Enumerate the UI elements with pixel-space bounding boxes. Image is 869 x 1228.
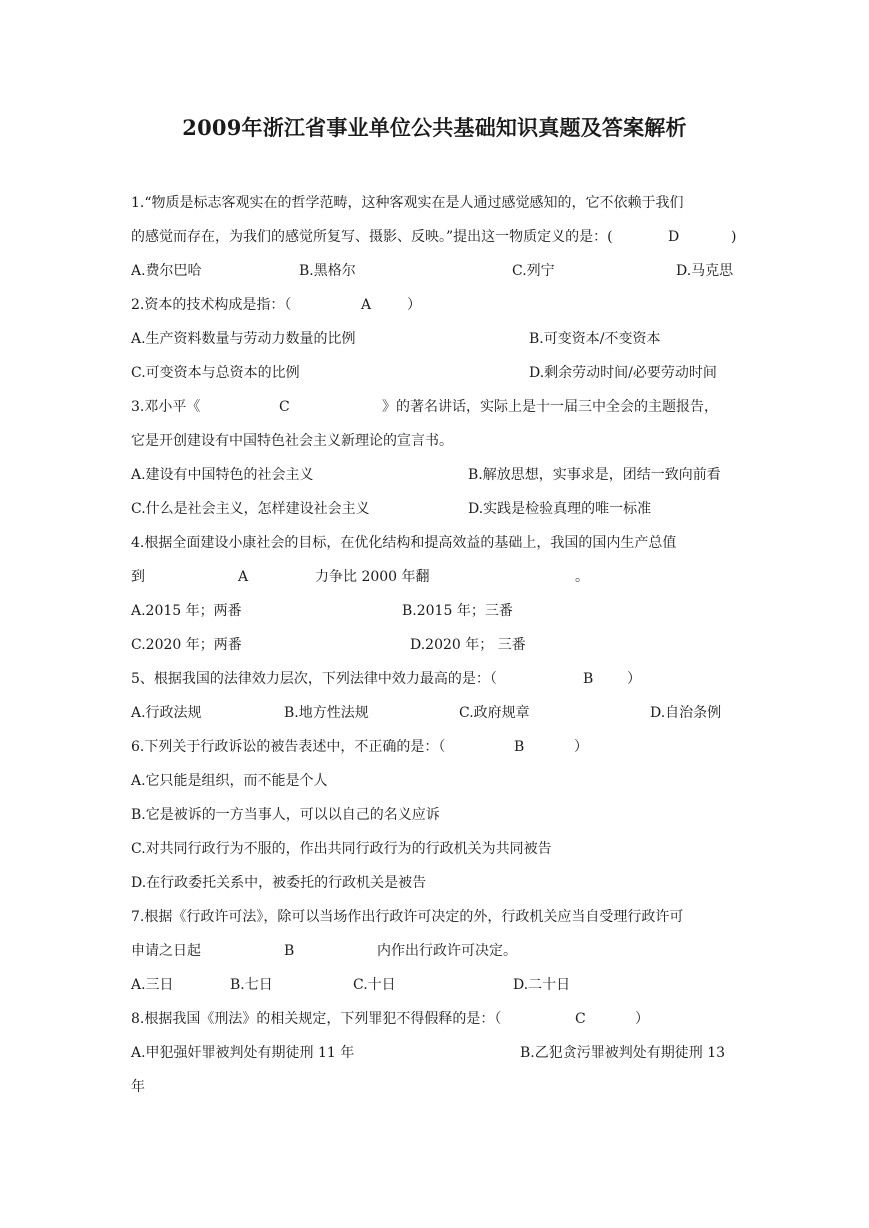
- question-5: [131, 667, 741, 691]
- option-b: B.2015 年；三番: [402, 603, 513, 619]
- question-8-option-b-wrap: [131, 1075, 741, 1099]
- question-7-line2: [131, 939, 741, 963]
- option-b: B.可变资本/不变资本: [529, 331, 661, 347]
- question-8: [131, 1007, 741, 1031]
- question-6-answer: B: [514, 739, 525, 755]
- question-1: [131, 191, 741, 215]
- question-4-options-row2: [131, 633, 741, 657]
- option-b-continuation: 年: [131, 1079, 145, 1095]
- option-c: C.列宁: [512, 263, 555, 279]
- question-8-options-row1: [131, 1041, 741, 1065]
- option-b: B.乙犯贪污罪被判处有期徒刑 13: [520, 1045, 726, 1061]
- question-7: [131, 905, 741, 929]
- question-3-stem-line2: 它是开创建设有中国特色社会主义新理论的宣言书。: [131, 433, 453, 449]
- option-c: C.政府规章: [459, 705, 530, 721]
- option-a: A.它只能是组织，而不能是个人: [131, 773, 328, 789]
- question-2-answer: A: [361, 297, 372, 313]
- question-3-answer: C: [279, 399, 290, 415]
- question-3-stem-start: 3.邓小平《: [131, 399, 201, 415]
- question-1-options: [131, 259, 741, 283]
- question-8-stem: 8.根据我国《刑法》的相关规定，下列罪犯不得假释的是：（: [131, 1011, 502, 1027]
- question-3-line2: [131, 429, 741, 453]
- option-a: A.甲犯强奸罪被判处有期徒刑 11 年: [131, 1045, 355, 1061]
- question-3: [131, 395, 741, 419]
- question-4-options-row1: [131, 599, 741, 623]
- question-6-option-b-row: [131, 803, 741, 827]
- option-a: A.行政法规: [131, 705, 202, 721]
- question-5-options: [131, 701, 741, 725]
- question-4-stem-end: 。: [575, 569, 589, 585]
- option-b: B.它是被诉的一方当事人，可以以自己的名义应诉: [131, 807, 440, 823]
- question-6-option-a-row: [131, 769, 741, 793]
- option-d: D.马克思: [676, 263, 734, 279]
- option-d: D.二十日: [513, 977, 571, 993]
- option-c: C.对共同行政行为不服的，作出共同行政行为的行政机关为共同被告: [131, 841, 552, 857]
- question-2: [131, 293, 741, 317]
- question-3-stem-end: 》的著名讲话，实际上是十一届三中全会的主题报告，: [382, 399, 718, 415]
- option-a: A.建设有中国特色的社会主义: [131, 467, 314, 483]
- option-d: D.自治条例: [650, 705, 722, 721]
- question-4: [131, 531, 741, 555]
- question-4-stem-line1: 4.根据全面建设小康社会的目标，在优化结构和提高效益的基础上，我国的国内生产总值: [131, 535, 677, 551]
- option-c: C.十日: [353, 977, 396, 993]
- option-d: D.在行政委托关系中，被委托的行政机关是被告: [131, 875, 427, 891]
- question-8-answer: C: [575, 1011, 586, 1027]
- question-5-stem: 5、根据我国的法律效力层次，下列法律中效力最高的是：（: [131, 671, 497, 687]
- option-b: B.七日: [230, 977, 273, 993]
- question-6-stem: 6.下列关于行政诉讼的被告表述中，不正确的是：（: [131, 739, 446, 755]
- option-a: A.生产资料数量与劳动力数量的比例: [131, 331, 356, 347]
- question-7-stem-line1: 7.根据《行政许可法》，除可以当场作出行政许可决定的外，行政机关应当自受理行政许可: [131, 909, 684, 925]
- option-c: C.2020 年；两番: [131, 637, 242, 653]
- question-4-line2: [131, 565, 741, 589]
- question-2-close-paren: ）: [407, 297, 421, 313]
- question-3-options-row1: [131, 463, 741, 487]
- option-c: C.什么是社会主义，怎样建设社会主义: [131, 501, 370, 517]
- document-title: 2009年浙江省事业单位公共基础知识真题及答案解析: [182, 115, 687, 140]
- option-d: D.实践是检验真理的唯一标准: [468, 501, 652, 517]
- option-c: C.可变资本与总资本的比例: [131, 365, 300, 381]
- question-4-answer: A: [238, 569, 249, 585]
- option-d: D.剩余劳动时间/必要劳动时间: [529, 365, 717, 381]
- question-3-options-row2: [131, 497, 741, 521]
- question-7-stem-end: 内作出行政许可决定。: [377, 943, 517, 959]
- option-a: A.三日: [131, 977, 174, 993]
- question-5-close-paren: ）: [627, 671, 641, 687]
- question-6: [131, 735, 741, 759]
- question-6-option-c-row: [131, 837, 741, 861]
- option-b: B.地方性法规: [284, 705, 369, 721]
- question-7-options: [131, 973, 741, 997]
- question-1-close-paren: ): [731, 229, 737, 245]
- question-1-answer: D: [668, 229, 680, 245]
- question-4-stem-middle: 力争比 2000 年翻: [315, 569, 430, 585]
- question-7-answer: B: [284, 943, 295, 959]
- question-6-option-d-row: [131, 871, 741, 895]
- question-6-close-paren: ）: [574, 739, 588, 755]
- question-8-close-paren: ）: [635, 1011, 649, 1027]
- option-b: B.黑格尔: [299, 263, 356, 279]
- question-2-options-row2: [131, 361, 741, 385]
- question-1-stem-line1: 1.“物质是标志客观实在的哲学范畴，这种客观实在是人通过感觉感知的，它不依赖于我们: [131, 195, 684, 211]
- question-2-stem: 2.资本的技术构成是指：（: [131, 297, 292, 313]
- question-4-stem-start: 到: [131, 569, 145, 585]
- question-5-answer: B: [583, 671, 594, 687]
- option-b: B.解放思想，实事求是，团结一致向前看: [468, 467, 721, 483]
- option-d: D.2020 年； 三番: [410, 637, 526, 653]
- question-1-stem-line2: 的感觉而存在，为我们的感觉所复写、摄影、反映。”提出这一物质定义的是：(: [131, 229, 613, 245]
- question-7-stem-start: 申请之日起: [131, 943, 201, 959]
- question-2-options-row1: [131, 327, 741, 351]
- option-a: A.费尔巴哈: [131, 263, 202, 279]
- option-a: A.2015 年；两番: [131, 603, 242, 619]
- question-1-line2: [131, 225, 741, 249]
